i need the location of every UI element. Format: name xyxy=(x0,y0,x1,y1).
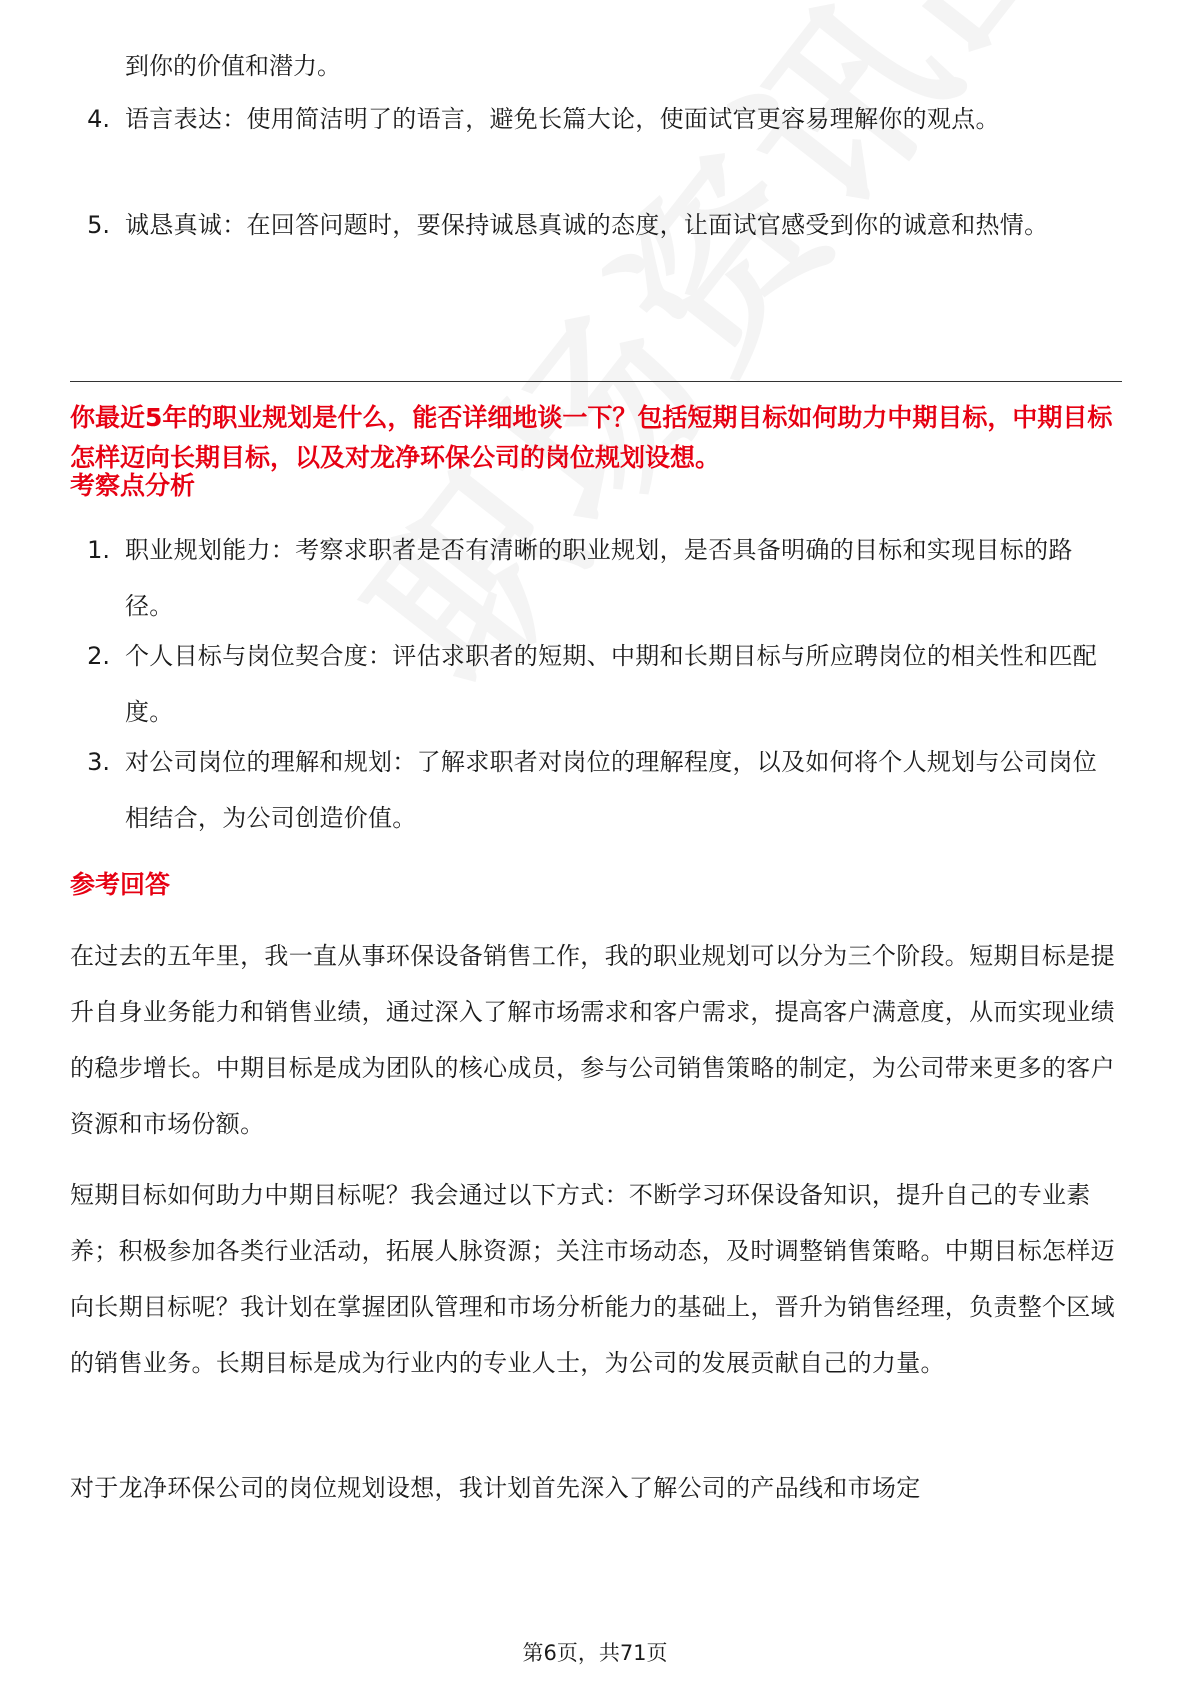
answer-paragraph: 在过去的五年里，我一直从事环保设备销售工作，我的职业规划可以分为三个阶段。短期目标是提升自身业务能力和销售业绩，通过深入了解市场需求和客户需求，提高客户满意度，从而实现业绩的稳步增长。中期目标是成为团队的核心成员，参与公司销售策略的制定，为公司带来更多的客户资源和市场份额。 xyxy=(70,942,1115,1138)
list-number: 5. xyxy=(87,211,110,239)
list-item-text: 语言表达：使用简洁明了的语言，避免长篇大论，使面试官更容易理解你的观点。 xyxy=(125,105,1000,133)
interview-question: 你最近5年的职业规划是什么，能否详细地谈一下？包括短期目标如何助力中期目标，中期目标怎样迈向长期目标，以及对龙净环保公司的岗位规划设想。 xyxy=(70,403,1113,472)
list-item-text: 个人目标与岗位契合度：评估求职者的短期、中期和长期目标与所应聘岗位的相关性和匹配度。 xyxy=(125,642,1097,726)
answer-paragraph: 短期目标如何助力中期目标呢？我会通过以下方式：不断学习环保设备知识，提升自己的专业素养；积极参加各类行业活动，拓展人脉资源；关注市场动态，及时调整销售策略。中期目标怎样迈向长期目标呢？我计划在掌握团队管理和市场分析能力的基础上，晋升为销售经理，负责整个区域的销售业务。长期目标是成为行业内的专业人士，为公司的发展贡献自己的力量。 xyxy=(70,1181,1115,1377)
list-number: 1. xyxy=(87,536,110,564)
list-item-text: 对公司岗位的理解和规划：了解求职者对岗位的理解程度，以及如何将个人规划与公司岗位相结合，为公司创造价值。 xyxy=(125,748,1097,832)
list-item-text: 诚恳真诚：在回答问题时，要保持诚恳真诚的态度，让面试官感受到你的诚意和热情。 xyxy=(125,211,1049,239)
page-footer: 第6页，共71页 xyxy=(522,1641,668,1665)
list-item-continuation: 到你的价值和潜力。 xyxy=(125,52,341,80)
analysis-heading: 考察点分析 xyxy=(70,471,196,500)
list-item-text: 职业规划能力：考察求职者是否有清晰的职业规划，是否具备明确的目标和实现目标的路径。 xyxy=(125,536,1073,620)
list-number: 2. xyxy=(87,642,110,670)
answer-heading: 参考回答 xyxy=(70,870,171,899)
answer-paragraph: 对于龙净环保公司的岗位规划设想，我计划首先深入了解公司的产品线和市场定 xyxy=(70,1474,921,1502)
list-number: 4. xyxy=(87,105,110,133)
list-number: 3. xyxy=(87,748,110,776)
section-divider xyxy=(70,381,1122,382)
